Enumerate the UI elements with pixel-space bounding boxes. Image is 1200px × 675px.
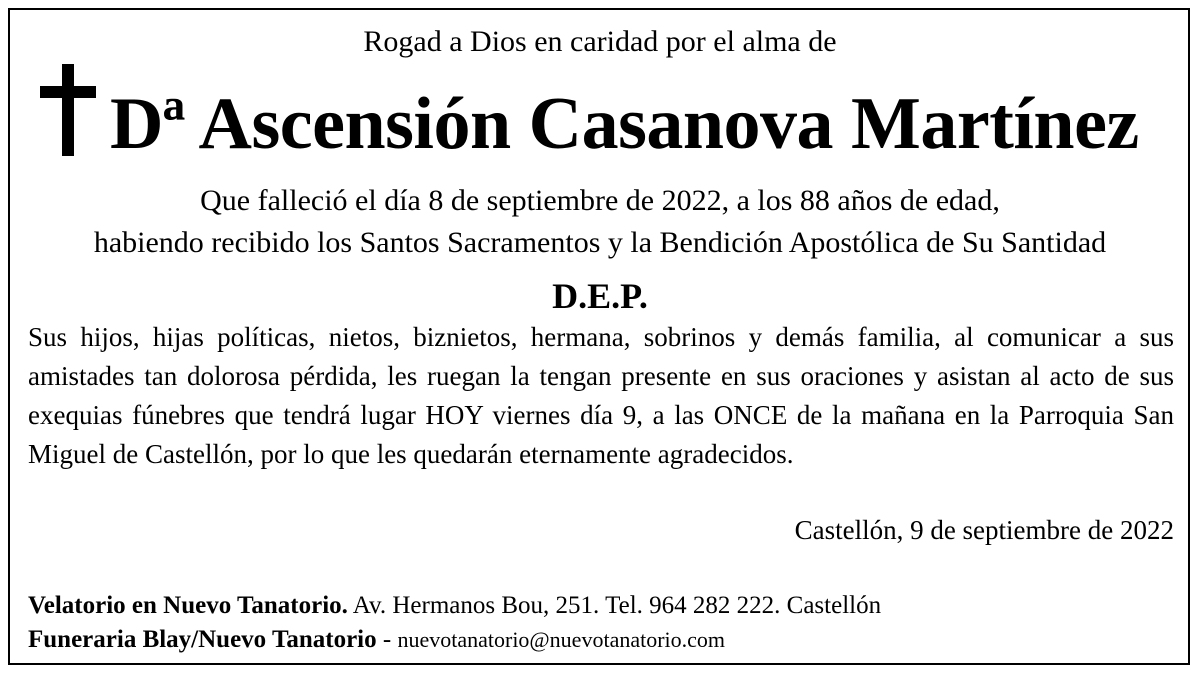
contact-email: nuevotanatorio@nuevotanatorio.com [397, 627, 726, 652]
funeral-home-label: Funeraria Blay/Nuevo Tanatorio [28, 626, 377, 653]
footer-separator: - [382, 626, 392, 653]
funeral-home-info [28, 624, 725, 656]
wake-info [28, 590, 881, 622]
family-announcement: Sus hijos, hijas políticas, nietos, biznietos, hermana, sobrinos y demás familia, al comunicar a sus amistades tan dolorosa pérdida, les ruegan la tengan presente en sus oraciones y asistan al acto de sus exequias fúnebres que tendrá lugar HOY viernes día 9, a las ONCE de la mañana en la Parroquia San Miguel de Castellón, por lo que les quedarán eternamente agradecidos. [28, 322, 1174, 469]
place-and-date: Castellón, 9 de septiembre de 2022 [794, 515, 1174, 545]
death-details-line-1: Que falleció el día 8 de septiembre de 2022, a los 88 años de edad, [200, 184, 1000, 217]
wake-address: Av. Hermanos Bou, 251. Tel. 964 282 222. Castellón [352, 592, 882, 619]
deceased-name: Dª Ascensión Casanova Martínez [110, 83, 1139, 165]
rip-heading: D.E.P. [552, 276, 648, 316]
death-details-line-2: habiendo recibido los Santos Sacramentos y la Bendición Apostólica de Su Santidad [93, 226, 1107, 259]
latin-cross-icon [40, 64, 96, 156]
wake-label: Velatorio en Nuevo Tanatorio. [28, 592, 348, 619]
intro-text: Rogad a Dios en caridad por el alma de [363, 25, 837, 58]
